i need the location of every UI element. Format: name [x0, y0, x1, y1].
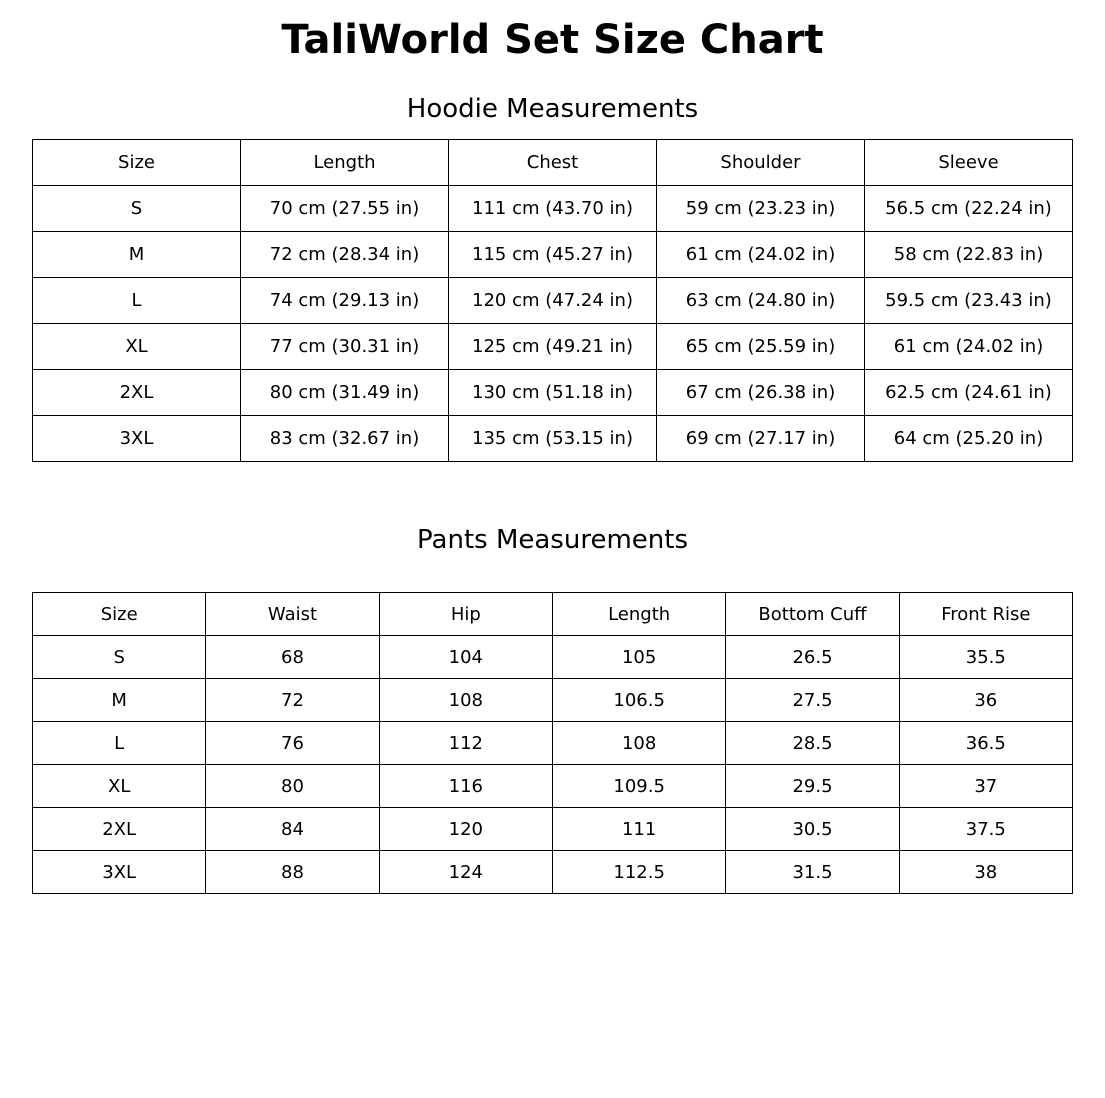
shoulder-cell: 61 cm (24.02 in): [657, 232, 865, 278]
hip-cell: 112: [379, 722, 552, 765]
size-cell: S: [33, 186, 241, 232]
bottom-cuff-cell: 26.5: [726, 636, 899, 679]
waist-cell: 80: [206, 765, 379, 808]
table-row: [33, 851, 1073, 894]
waist-cell: 76: [206, 722, 379, 765]
chest-cell: 111 cm (43.70 in): [449, 186, 657, 232]
table-row: [33, 324, 1073, 370]
chest-cell: 120 cm (47.24 in): [449, 278, 657, 324]
sleeve-cell: 56.5 cm (22.24 in): [865, 186, 1073, 232]
column-header-shoulder: Shoulder: [657, 140, 865, 186]
column-header-waist: Waist: [206, 593, 379, 636]
length-cell: 70 cm (27.55 in): [241, 186, 449, 232]
size-cell: 2XL: [33, 370, 241, 416]
front-rise-cell: 36: [899, 679, 1072, 722]
table-row: [33, 722, 1073, 765]
length-cell: 83 cm (32.67 in): [241, 416, 449, 462]
hip-cell: 108: [379, 679, 552, 722]
size-cell: XL: [33, 324, 241, 370]
front-rise-cell: 37.5: [899, 808, 1072, 851]
bottom-cuff-cell: 27.5: [726, 679, 899, 722]
column-header-bottom-cuff: Bottom Cuff: [726, 593, 899, 636]
chest-cell: 130 cm (51.18 in): [449, 370, 657, 416]
front-rise-cell: 37: [899, 765, 1072, 808]
size-cell: XL: [33, 765, 206, 808]
waist-cell: 88: [206, 851, 379, 894]
table-row: [33, 278, 1073, 324]
shoulder-cell: 65 cm (25.59 in): [657, 324, 865, 370]
hoodie-size-table: [32, 139, 1073, 462]
pants-size-table: [32, 592, 1073, 894]
length-cell: 111: [552, 808, 725, 851]
table-row: [33, 808, 1073, 851]
size-cell: M: [33, 679, 206, 722]
front-rise-cell: 35.5: [899, 636, 1072, 679]
pants-section-title: Pants Measurements: [417, 525, 688, 555]
table-row: [33, 679, 1073, 722]
column-header-chest: Chest: [449, 140, 657, 186]
column-header-length: Length: [241, 140, 449, 186]
shoulder-cell: 59 cm (23.23 in): [657, 186, 865, 232]
size-cell: L: [33, 722, 206, 765]
hip-cell: 120: [379, 808, 552, 851]
length-cell: 77 cm (30.31 in): [241, 324, 449, 370]
shoulder-cell: 63 cm (24.80 in): [657, 278, 865, 324]
size-cell: M: [33, 232, 241, 278]
length-cell: 72 cm (28.34 in): [241, 232, 449, 278]
bottom-cuff-cell: 30.5: [726, 808, 899, 851]
length-cell: 109.5: [552, 765, 725, 808]
chest-cell: 135 cm (53.15 in): [449, 416, 657, 462]
front-rise-cell: 38: [899, 851, 1072, 894]
hip-cell: 104: [379, 636, 552, 679]
length-cell: 80 cm (31.49 in): [241, 370, 449, 416]
sleeve-cell: 58 cm (22.83 in): [865, 232, 1073, 278]
page-title: TaliWorld Set Size Chart: [281, 17, 824, 63]
shoulder-cell: 69 cm (27.17 in): [657, 416, 865, 462]
table-header-row: [33, 140, 1073, 186]
sleeve-cell: 61 cm (24.02 in): [865, 324, 1073, 370]
length-cell: 112.5: [552, 851, 725, 894]
table-row: [33, 765, 1073, 808]
hip-cell: 124: [379, 851, 552, 894]
length-cell: 108: [552, 722, 725, 765]
column-header-hip: Hip: [379, 593, 552, 636]
chest-cell: 125 cm (49.21 in): [449, 324, 657, 370]
size-cell: L: [33, 278, 241, 324]
size-cell: 3XL: [33, 416, 241, 462]
column-header-front-rise: Front Rise: [899, 593, 1072, 636]
column-header-length: Length: [552, 593, 725, 636]
size-cell: 3XL: [33, 851, 206, 894]
table-header-row: [33, 593, 1073, 636]
hoodie-section-title: Hoodie Measurements: [406, 94, 699, 124]
sleeve-cell: 64 cm (25.20 in): [865, 416, 1073, 462]
bottom-cuff-cell: 28.5: [726, 722, 899, 765]
hip-cell: 116: [379, 765, 552, 808]
length-cell: 106.5: [552, 679, 725, 722]
table-row: [33, 416, 1073, 462]
table-row: [33, 636, 1073, 679]
waist-cell: 72: [206, 679, 379, 722]
size-cell: 2XL: [33, 808, 206, 851]
size-cell: S: [33, 636, 206, 679]
table-row: [33, 370, 1073, 416]
table-row: [33, 186, 1073, 232]
bottom-cuff-cell: 29.5: [726, 765, 899, 808]
waist-cell: 68: [206, 636, 379, 679]
bottom-cuff-cell: 31.5: [726, 851, 899, 894]
shoulder-cell: 67 cm (26.38 in): [657, 370, 865, 416]
sleeve-cell: 59.5 cm (23.43 in): [865, 278, 1073, 324]
column-header-sleeve: Sleeve: [865, 140, 1073, 186]
column-header-size: Size: [33, 593, 206, 636]
front-rise-cell: 36.5: [899, 722, 1072, 765]
column-header-size: Size: [33, 140, 241, 186]
sleeve-cell: 62.5 cm (24.61 in): [865, 370, 1073, 416]
length-cell: 74 cm (29.13 in): [241, 278, 449, 324]
length-cell: 105: [552, 636, 725, 679]
table-row: [33, 232, 1073, 278]
waist-cell: 84: [206, 808, 379, 851]
chest-cell: 115 cm (45.27 in): [449, 232, 657, 278]
